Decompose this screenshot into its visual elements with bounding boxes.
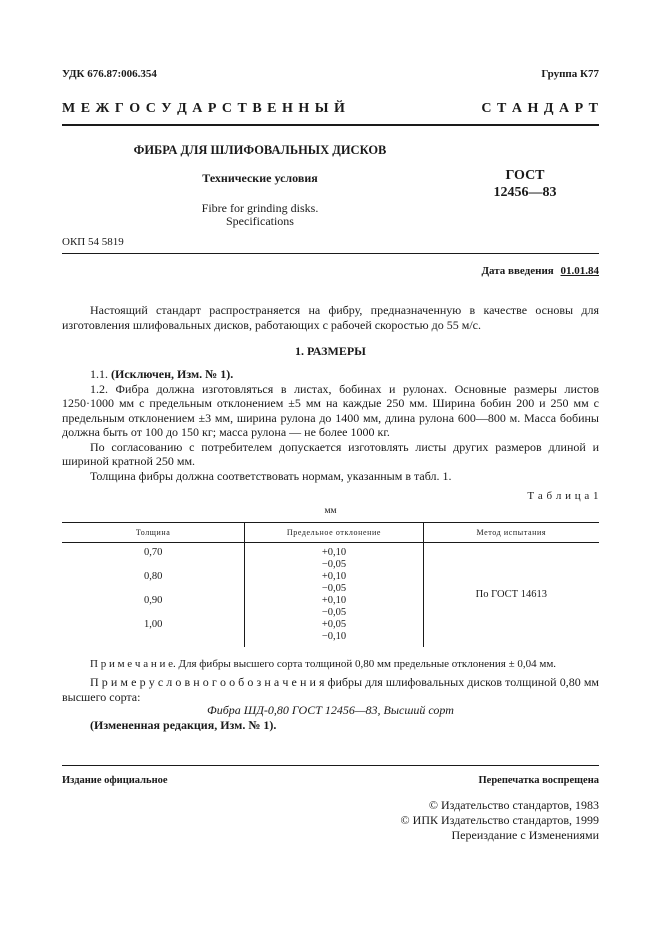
copyright-block — [401, 798, 599, 843]
intro-paragraph: Настоящий стандарт распространяется на фибру, предназначенную в качестве основы для изготовления шлифовальных дисков, работающих с рабочей скоростью до 55 м/с. — [62, 303, 599, 332]
table-caption: Т а б л и ц а 1 — [527, 490, 599, 502]
table-units: мм — [324, 506, 337, 516]
copyright-line-1: © Издательство стандартов, 1983 — [428, 798, 599, 812]
group-code: Группа К77 — [541, 68, 599, 80]
intro-date — [481, 264, 599, 279]
official-edition: Издание официальное — [62, 775, 168, 786]
reprint-prohibited: Перепечатка воспрещена — [478, 775, 599, 786]
cell-thickness: 0,90 — [62, 595, 245, 619]
document-subtitle: Технические условия — [202, 171, 318, 185]
cell-thickness: 0,70 — [62, 543, 245, 572]
udk-code: УДК 676.87:006.354 — [62, 68, 157, 80]
col-header-thickness: Толщина — [62, 523, 245, 543]
gost-number: 12456—83 — [493, 185, 557, 200]
clause-1-2: 1.2. Фибра должна изготовляться в листах, бобинах и рулонах. Основные размеры листов 1250·1000 мм с предельным отклонением ±5 мм на каждые 250 мм. Ширина бобин 200 и 250 мм с предельным отклонением ±3 мм, ширина рулона до 1400 мм, длина рулона 600—800 м. Масса бобины должна быть от 100 до 150 кг; масса рулона — не более 1000 кг. — [62, 381, 599, 439]
cell-thickness: 1,00 — [62, 619, 245, 647]
gost-label: ГОСТ — [505, 168, 545, 183]
designation-example — [62, 675, 599, 704]
footer-rule — [62, 765, 599, 766]
intro-date-value: 01.01.84 — [560, 265, 599, 277]
table-row — [62, 543, 599, 572]
table-note — [90, 657, 556, 672]
example-label: П р и м е р у с л о в н о г о о б о з н а ч е н и я — [90, 675, 325, 689]
okp-code: ОКП 54 5819 — [62, 236, 124, 248]
document-title: ФИБРА ДЛЯ ШЛИФОВАЛЬНЫХ ДИСКОВ — [133, 143, 387, 157]
col-header-deviation: Предельное отклонение — [245, 523, 423, 543]
col-header-method: Метод испытания — [423, 523, 599, 543]
clause-1-1: 1.1. (Исключен, Изм. № 1). — [90, 367, 234, 381]
amendment-note: (Измененная редакция, Изм. № 1). — [90, 718, 277, 732]
banner-right: С Т А Н Д А Р Т — [481, 101, 599, 116]
designation-formula: Фибра ШД-0,80 ГОСТ 12456—83, Высший сорт — [207, 703, 454, 717]
note-label: П р и м е ч а н и е. — [90, 658, 176, 670]
clause-1-3: По согласованию с потребителем допускается изготовлять листы других размеров длиной и шириной кратной 250 мм. — [62, 439, 599, 468]
copyright-line-2: © ИПК Издательство стандартов, 1999 — [400, 813, 599, 827]
clause-1-4: Толщина фибры должна соответствовать нормам, указанным в табл. 1. — [90, 468, 452, 483]
thickness-table — [62, 522, 599, 647]
cell-deviation: +0,10 −0,05 — [245, 571, 423, 595]
section-heading: 1. РАЗМЕРЫ — [295, 344, 366, 358]
title-rule — [62, 253, 599, 254]
note-text: Для фибры высшего сорта толщиной 0,80 мм предельные отклонения ± 0,04 мм. — [178, 658, 557, 670]
english-title-line1: Fibre for grinding disks. — [201, 201, 319, 215]
cell-method: По ГОСТ 14613 — [475, 589, 547, 600]
cell-deviation: +0,10 −0,05 — [245, 543, 423, 572]
cell-thickness: 0,80 — [62, 571, 245, 595]
reissue-line: Переиздание с Изменениями — [451, 828, 599, 842]
banner-left: М Е Ж Г О С У Д А Р С Т В Е Н Н Ы Й — [62, 101, 346, 116]
example-text: фибры для шлифовальных дисков толщиной 0,80 мм высшего сорта: — [62, 675, 600, 704]
english-title-line2: Specifications — [226, 214, 294, 228]
cell-deviation: +0,10 −0,05 — [245, 595, 423, 619]
header-rule — [62, 124, 599, 126]
section1-body — [62, 367, 599, 483]
cell-deviation: +0,05 −0,10 — [245, 619, 423, 647]
intro-date-label: Дата введения — [481, 265, 554, 277]
